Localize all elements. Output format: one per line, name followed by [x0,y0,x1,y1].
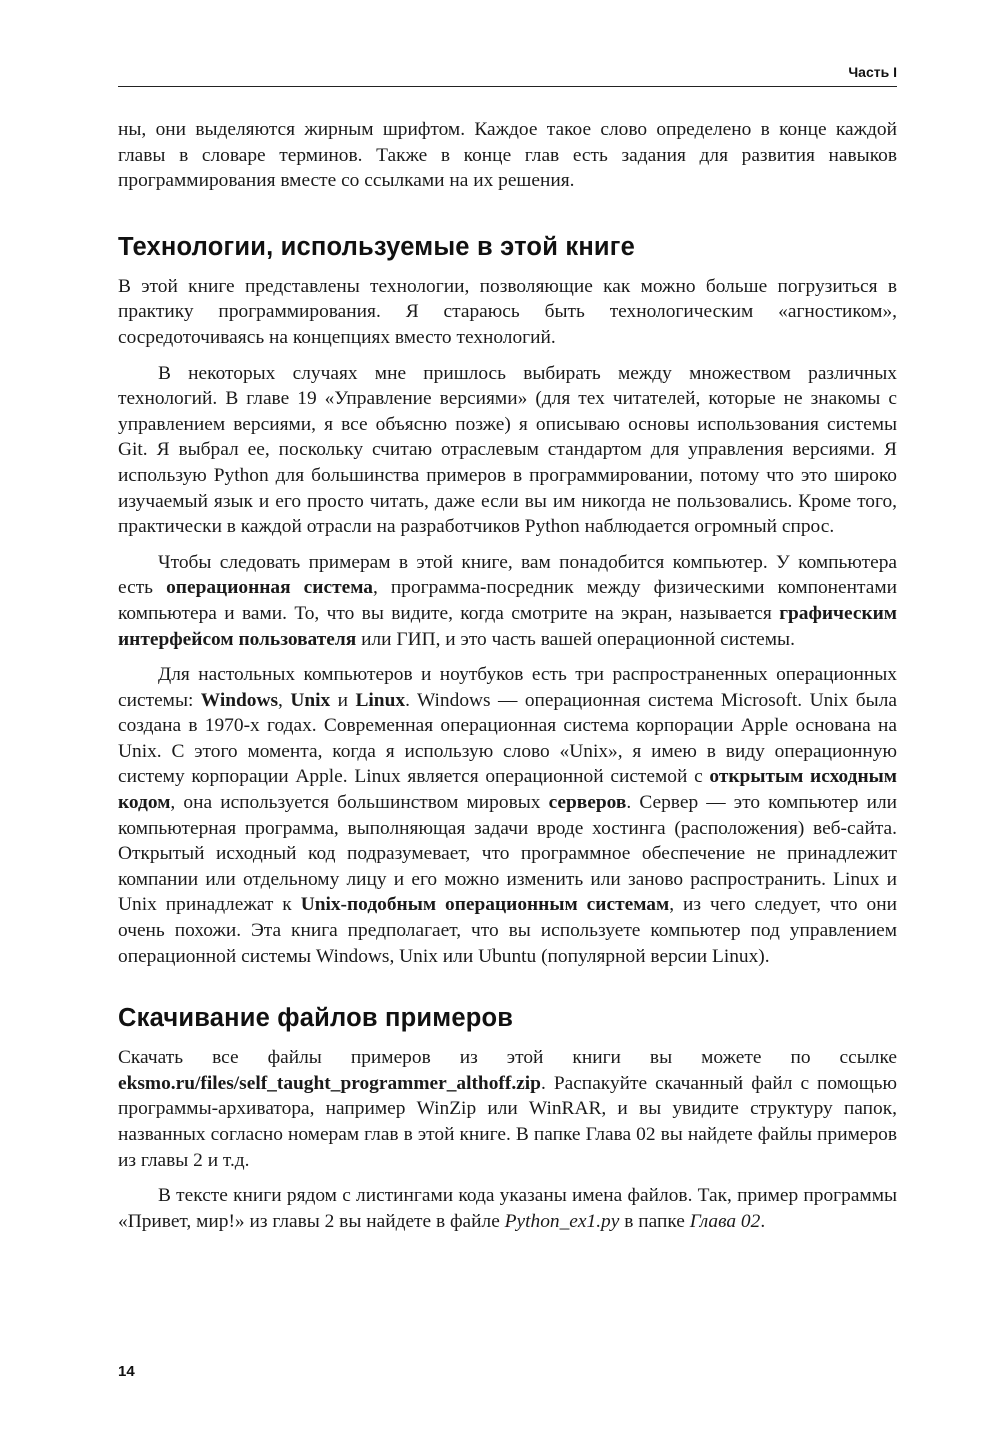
term-servers: серверов [548,792,627,814]
paragraph-tech-1: В этой книге представлены технологии, позволяющие как можно больше погрузиться в практику программирования. Я стараюсь быть технологическим «агностиком», сосредоточиваясь на концепциях вместо технологий. [118,275,897,348]
text-run: в папке [619,1210,690,1232]
text-run: . [760,1210,766,1232]
running-head: Часть I [848,64,897,80]
folder-name: Глава 02 [689,1210,761,1232]
text-run: Скачать все файлы примеров из этой книги вы можете по ссылке [118,1047,897,1069]
text-run: В тексте книги рядом с листингами кода указаны имена файлов. Так, пример программы «Привет, мир!» из главы 2 вы найдете в файле [118,1185,897,1232]
paragraph-download-2 [118,1183,897,1234]
intro-paragraph: ны, они выделяются жирным шрифтом. Каждое такое слово определено в конце каждой главы в словаре терминов. Также в конце глав есть задания для развития навыков программирования вместе со ссылками на их решения. [118,119,897,192]
page-number: 14 [118,1363,135,1380]
paragraph-download-1 [118,1045,897,1173]
term-unix-like: Unix-подобным операционным системам [300,894,670,916]
term-operating-system: операционная система [166,577,373,599]
term-open-source: открытым исходным кодом [118,766,898,814]
text-run: , программа-посредник между физическими компонентами компьютера и вами. То, что вы видите, когда смотрите на экран, называется [118,577,897,624]
term-windows: Windows [200,689,279,711]
text-run: Чтобы следовать примерам в этой книге, вам понадобится компьютер. У компьютера есть [118,551,897,599]
text-run: Для настольных компьютеров и ноутбуков есть три распространенных операционных системы: [118,664,897,711]
text-run: . Сервер — это компьютер или компьютерная программа, выполняющая задачи вроде хостинга (расположения) веб-сайта. Открытый исходный код подразумевает, что программное обеспечение не принадлежит компании или отдельному лицу и его можно изменить или заново распространить. Linux и Unix принадлежат к [118,792,897,916]
text-run: и [330,689,356,711]
text-run: , она используется большинством мировых [170,792,549,814]
text-run: . Распакуйте скачанный файл с помощью программы-архиватора, например WinZip или WinRAR, и вы увидите структуру папок, названных согласно номерам глав в этой книге. В папке Глава 02 вы найдете файлы примеров из главы 2 и т.д. [118,1072,897,1171]
file-name: Python_ex1.py [504,1210,620,1232]
section-heading-technologies: Технологии, используемые в этой книге [118,232,636,261]
term-linux: Linux [355,689,406,711]
text-run: , из чего следует, что они очень похожи. Эта книга предполагает, что вы используете компьютер под управлением операционной системы Windows, Unix или Ubuntu (популярной версии Linux). [118,894,897,967]
header-rule [118,86,897,87]
page-body [118,117,897,1234]
term-unix: Unix [290,689,331,711]
paragraph-tech-2: В некоторых случаях мне пришлось выбирать между множеством различных технологий. В главе 19 «Управление версиями» (для тех читателей, которые не знакомы с управлением версиями, я все объясню позже) я описываю основы использования системы Git. Я выбрал ее, поскольку считаю отраслевым стандартом для управления версиями. Я использую Python для большинства примеров в программировании, потому что это широко изучаемый язык и его просто читать, даже если вы им никогда не пользовались. Кроме того, практически в каждой отрасли на разработчиков Python наблюдается огромный спрос. [118,362,897,538]
paragraph-tech-4 [118,662,897,969]
text-run: или ГИП, и это часть вашей операционной системы. [356,628,795,650]
download-link[interactable]: eksmo.ru/files/self_taught_programmer_althoff.zip [118,1072,541,1094]
text-run: . Windows — операционная система Microsoft. Unix была создана в 1970-х годах. Современная операционная система корпорации Apple основана на Unix. С этого момента, когда я использую слово «Unix», я имею в виду операционную систему корпорации Apple. Linux является операционной системой с [118,689,897,788]
text-run: , [278,689,291,711]
section-heading-downloads: Скачивание файлов примеров [118,1004,514,1033]
term-gui: графическим интерфейсом пользователя [118,602,897,650]
paragraph-tech-3 [118,550,897,652]
